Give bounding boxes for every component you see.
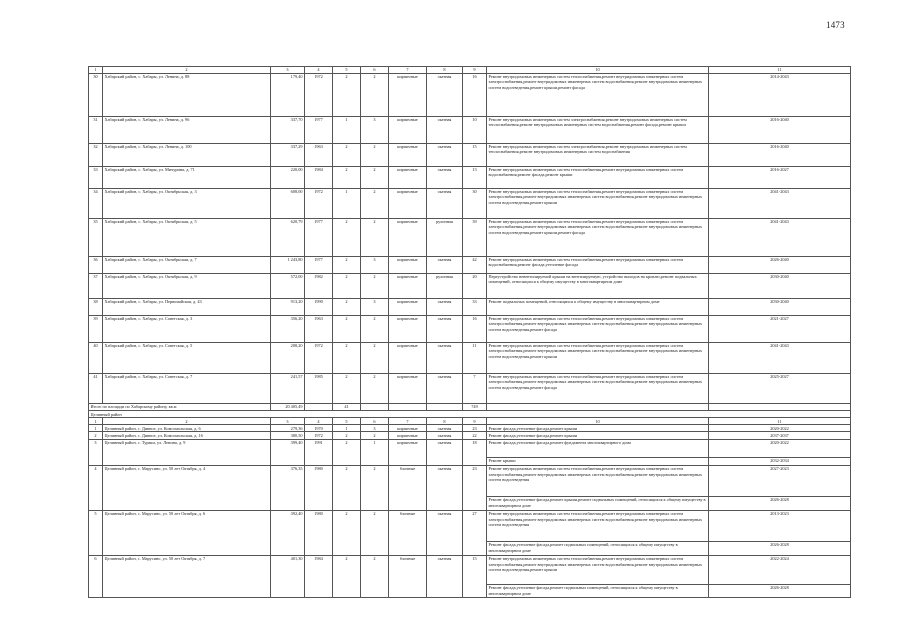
table-row: [89, 73, 851, 116]
address-cell: Хабарский район, с. Хабары, ул. Октябрьская, д. 9: [103, 273, 271, 298]
works-cell: Ремонт внутридомовых инженерных систем теплоснабжения,ремонт внутридомовых инженерных систем электроснабжения,ремонт внутридомовых инженерных систем водоснабжения,ремонт внутридомовых инженерных систем водоотведения,ремонт крыши: [487, 555, 709, 584]
period-cell: 2037-2037: [709, 432, 851, 439]
works-cell: Ремонт внутридомовых инженерных систем теплоснабжения,ремонт внутридомовых инженерных систем электроснабжения,ремонт внутридомовых инженерных систем водоснабжения,ремонт внутридомовых инженерных систем водоотведения,ремонт крыши: [487, 342, 709, 373]
column-number: 6: [361, 67, 389, 74]
walls-cell: кирпичные: [389, 143, 427, 166]
table-row: [89, 432, 851, 439]
walls-cell: кирпичные: [389, 298, 427, 315]
column-number: 9: [463, 418, 487, 425]
area-cell: 241,57: [271, 373, 305, 403]
area-cell: 392,40: [271, 510, 305, 555]
empty-cell: [389, 403, 427, 410]
period-cell: 2030-2040: [709, 298, 851, 315]
period-cell: 2027-2023: [709, 465, 851, 496]
walls-cell: кирпичные: [389, 218, 427, 256]
column-number: 11: [709, 418, 851, 425]
total-row: [89, 403, 851, 410]
entrances-cell: 3: [361, 298, 389, 315]
roof-cell: скатная: [427, 188, 463, 218]
roof-cell: скатная: [427, 116, 463, 143]
floors-cell: 2: [333, 256, 361, 273]
area-cell: 376,35: [271, 465, 305, 510]
roof-cell: скатная: [427, 432, 463, 439]
year-cell: 1982: [305, 273, 333, 298]
row-number: 31: [89, 116, 103, 143]
column-number: 3: [271, 418, 305, 425]
walls-cell: кирпичные: [389, 373, 427, 403]
entrances-cell: 2: [361, 166, 389, 188]
period-cell: 2041-2043: [709, 188, 851, 218]
period-cell: 2016-2040: [709, 143, 851, 166]
area-cell: 279,36: [271, 424, 305, 431]
walls-cell: кирпичные: [389, 273, 427, 298]
residents-cell: 20: [463, 273, 487, 298]
floors-cell: 1: [333, 116, 361, 143]
roof-cell: скатная: [427, 555, 463, 597]
row-number: 40: [89, 342, 103, 373]
table-row: [89, 465, 851, 496]
roof-cell: скатная: [427, 143, 463, 166]
year-cell: 1991: [305, 439, 333, 465]
empty-cell: [305, 403, 333, 410]
year-cell: 1963: [305, 143, 333, 166]
table-row: [89, 555, 851, 584]
works-cell: Ремонт фасада,утепление фасада,ремонт крыши,ремонт подвальных помещений, относящихся к общему имуществу в многоквартирном доме: [487, 496, 709, 510]
entrances-cell: 2: [361, 73, 389, 116]
walls-cell: кирпичные: [389, 424, 427, 431]
roof-cell: рулонная: [427, 273, 463, 298]
table-row: [89, 116, 851, 143]
residents-cell: 15: [463, 555, 487, 597]
area-cell: 380,50: [271, 432, 305, 439]
roof-cell: скатная: [427, 465, 463, 510]
roof-cell: скатная: [427, 298, 463, 315]
address-cell: Хабарский район, с. Хабары, ул. Ленина, д. 100: [103, 143, 271, 166]
walls-cell: кирпичные: [389, 342, 427, 373]
entrances-cell: 3: [361, 116, 389, 143]
year-cell: 1985: [305, 373, 333, 403]
address-cell: Целинный район, с. Тураки, ул. Ленина, д. 9: [103, 439, 271, 465]
works-cell: Ремонт фасада,утепление фасада,ремонт фундамента многоквартирного дома: [487, 439, 709, 457]
residents-cell: 7: [463, 373, 487, 403]
floors-cell: 2: [333, 439, 361, 465]
table-row: [89, 298, 851, 315]
column-number: 7: [389, 418, 427, 425]
column-number: 8: [427, 418, 463, 425]
column-number: 11: [709, 67, 851, 74]
table-row: [89, 166, 851, 188]
residents-cell: 22: [463, 432, 487, 439]
residents-cell: 30: [463, 188, 487, 218]
period-cell: 2026-2040: [709, 256, 851, 273]
area-cell: 620,79: [271, 218, 305, 256]
column-number: 9: [463, 67, 487, 74]
row-number: 38: [89, 298, 103, 315]
residents-cell: 13: [463, 166, 487, 188]
region-title: Целинный район: [89, 410, 851, 417]
works-cell: Ремонт фасада,утепление фасада,ремонт крыши: [487, 424, 709, 431]
area-cell: 1 243,80: [271, 256, 305, 273]
address-cell: Хабарский район, с. Хабары, ул. Советская, д. 3: [103, 315, 271, 342]
residents-cell: 27: [463, 510, 487, 555]
area-cell: 208,20: [271, 342, 305, 373]
column-number: 4: [305, 67, 333, 74]
row-number: 37: [89, 273, 103, 298]
entrances-cell: 2: [361, 465, 389, 510]
period-cell: 2026-2028: [709, 584, 851, 597]
area-cell: 401,30: [271, 555, 305, 597]
column-number-row: [89, 418, 851, 425]
year-cell: 1980: [305, 465, 333, 510]
region-title-row: [89, 410, 851, 417]
residents-cell: 18: [463, 439, 487, 465]
walls-cell: блочные: [389, 465, 427, 510]
table-row: [89, 315, 851, 342]
total-area: 20 405,49: [271, 403, 305, 410]
table-row: [89, 143, 851, 166]
floors-cell: 2: [333, 298, 361, 315]
year-cell: 1977: [305, 218, 333, 256]
address-cell: Хабарский район, с. Хабары, ул. Советская, д. 7: [103, 373, 271, 403]
roof-cell: скатная: [427, 342, 463, 373]
address-cell: Целинный район, с. Марусино, ул. 50 лет Октября, д. 7: [103, 555, 271, 597]
entrances-cell: 2: [361, 218, 389, 256]
year-cell: 1984: [305, 555, 333, 597]
address-cell: Целинный район, с. Марусино, ул. 50 лет Октября, д. 6: [103, 510, 271, 555]
floors-cell: 2: [333, 218, 361, 256]
table-row: [89, 510, 851, 541]
floors-cell: 2: [333, 432, 361, 439]
roof-cell: скатная: [427, 424, 463, 431]
period-cell: 2041-2043: [709, 218, 851, 256]
residents-cell: 16: [463, 73, 487, 116]
walls-cell: кирпичные: [389, 256, 427, 273]
walls-cell: блочные: [389, 555, 427, 597]
table-row: [89, 373, 851, 403]
column-number: 2: [103, 67, 271, 74]
works-cell: Ремонт внутридомовых инженерных систем теплоснабжения,ремонт внутридомовых инженерных систем водоснабжения,ремонт фасада,ремонт крыши: [487, 166, 709, 188]
period-cell: 2016-2040: [709, 116, 851, 143]
works-cell: Ремонт внутридомовых инженерных систем теплоснабжения,ремонт внутридомовых инженерных систем электроснабжения,ремонт внутридомовых инженерных систем водоснабжения,ремонт внутридомовых инженерных систем водоотведения,ремонт крыши,ремонт фасада: [487, 73, 709, 116]
column-number: 4: [305, 418, 333, 425]
year-cell: 1972: [305, 73, 333, 116]
period-cell: 2032-2034: [709, 457, 851, 465]
empty-cell: [487, 403, 709, 410]
entrances-cell: 2: [361, 373, 389, 403]
address-cell: Хабарский район, с. Хабары, ул. Советская, д. 5: [103, 342, 271, 373]
year-cell: 1980: [305, 510, 333, 555]
row-number: 35: [89, 218, 103, 256]
row-number: 39: [89, 315, 103, 342]
total-floors: 41: [333, 403, 361, 410]
walls-cell: кирпичные: [389, 315, 427, 342]
column-number-row: [89, 67, 851, 74]
area-cell: 399,40: [271, 439, 305, 465]
entrances-cell: 2: [361, 510, 389, 555]
year-cell: 1972: [305, 342, 333, 373]
area-cell: 572,00: [271, 273, 305, 298]
period-cell: 2026-2028: [709, 541, 851, 555]
column-number: 10: [487, 418, 709, 425]
table-row: [89, 273, 851, 298]
walls-cell: кирпичные: [389, 166, 427, 188]
roof-cell: скатная: [427, 373, 463, 403]
period-cell: 2013-2023: [709, 510, 851, 541]
residents-cell: 16: [463, 315, 487, 342]
floors-cell: 2: [333, 373, 361, 403]
address-cell: Целинный район, с. Дивное, ул. Комсомольская, д. 6: [103, 424, 271, 431]
address-cell: Целинный район, с. Марусино, ул. 50 лет Октября, д. 4: [103, 465, 271, 510]
floors-cell: 2: [333, 166, 361, 188]
column-number: 1: [89, 418, 103, 425]
entrances-cell: 2: [361, 143, 389, 166]
floors-cell: 2: [333, 273, 361, 298]
walls-cell: кирпичные: [389, 116, 427, 143]
year-cell: 1990: [305, 298, 333, 315]
column-number: 6: [361, 418, 389, 425]
roof-cell: скатная: [427, 166, 463, 188]
floors-cell: 1: [333, 424, 361, 431]
year-cell: 1977: [305, 116, 333, 143]
floors-cell: 2: [333, 73, 361, 116]
entrances-cell: 2: [361, 342, 389, 373]
empty-cell: [361, 403, 389, 410]
roof-cell: рулонная: [427, 218, 463, 256]
period-cell: 2022-2024: [709, 555, 851, 584]
entrances-cell: 2: [361, 273, 389, 298]
column-number: 5: [333, 418, 361, 425]
residents-cell: 11: [463, 342, 487, 373]
floors-cell: 2: [333, 510, 361, 555]
works-cell: Ремонт внутридомовых инженерных систем теплоснабжения,ремонт внутридомовых инженерных систем электроснабжения,ремонт внутридомовых инженерных систем водоснабжения,ремонт внутридомовых инженерных систем водоотведения: [487, 510, 709, 541]
residents-cell: 23: [463, 465, 487, 510]
table-body: [89, 67, 851, 598]
walls-cell: кирпичные: [389, 73, 427, 116]
works-cell: Переустройство невентилируемой крыши на вентилируемую, устройство выходов на кровлю,ремонт подвальных помещений, относящихся к общему имуществу в многоквартирном доме: [487, 273, 709, 298]
period-cell: 2021-2027: [709, 315, 851, 342]
row-number: 1: [89, 424, 103, 431]
area-cell: 608,00: [271, 188, 305, 218]
period-cell: 2025-2027: [709, 373, 851, 403]
register-table: [88, 66, 851, 598]
roof-cell: скатная: [427, 439, 463, 465]
period-cell: 2020-2022: [709, 424, 851, 431]
row-number: 32: [89, 143, 103, 166]
table-row: [89, 342, 851, 373]
area-cell: 220,00: [271, 166, 305, 188]
row-number: 41: [89, 373, 103, 403]
works-cell: Ремонт крыши: [487, 457, 709, 465]
residents-cell: 39: [463, 218, 487, 256]
residents-cell: 23: [463, 424, 487, 431]
walls-cell: кирпичные: [389, 432, 427, 439]
works-cell: Ремонт внутридомовых инженерных систем теплоснабжения,ремонт внутридомовых инженерных систем электроснабжения,ремонт внутридомовых инженерных систем водоснабжения,ремонт внутридомовых инженерных систем водоотведения,ремонт фасада: [487, 373, 709, 403]
floors-cell: 2: [333, 465, 361, 510]
table-row: [89, 439, 851, 457]
year-cell: 1970: [305, 424, 333, 431]
row-number: 36: [89, 256, 103, 273]
address-cell: Хабарский район, с. Хабары, ул. Октябрьская, д. 5: [103, 218, 271, 256]
area-cell: 913,20: [271, 298, 305, 315]
row-number: 33: [89, 166, 103, 188]
column-number: 8: [427, 67, 463, 74]
table-row: [89, 188, 851, 218]
column-number: 5: [333, 67, 361, 74]
floors-cell: 2: [333, 315, 361, 342]
column-number: 2: [103, 418, 271, 425]
works-cell: Ремонт внутридомовых инженерных систем теплоснабжения,ремонт внутридомовых инженерных систем водоснабжения,ремонт фасада,утепление фасада: [487, 256, 709, 273]
entrances-cell: 2: [361, 315, 389, 342]
row-number: 4: [89, 465, 103, 510]
period-cell: 2020-2022: [709, 439, 851, 457]
works-cell: Ремонт внутридомовых инженерных систем теплоснабжения,ремонт внутридомовых инженерных систем электроснабжения,ремонт внутридомовых инженерных систем водоснабжения,ремонт внутридомовых инженерных систем водоотведения,ремонт фасада: [487, 315, 709, 342]
row-number: 2: [89, 432, 103, 439]
total-label: Итого по площади по Хабарскому району, кв.м: [89, 403, 271, 410]
floors-cell: 1: [333, 188, 361, 218]
year-cell: 1984: [305, 166, 333, 188]
column-number: 10: [487, 67, 709, 74]
walls-cell: кирпичные: [389, 439, 427, 465]
roof-cell: скатная: [427, 510, 463, 555]
floors-cell: 2: [333, 342, 361, 373]
entrances-cell: 3: [361, 424, 389, 431]
row-number: 5: [89, 510, 103, 555]
entrances-cell: 1: [361, 439, 389, 465]
address-cell: Хабарский район, с. Хабары, ул. Октябрьская, д. 7: [103, 256, 271, 273]
table-row: [89, 256, 851, 273]
floors-cell: 2: [333, 143, 361, 166]
works-cell: Ремонт фасада,утепление фасада,ремонт подвальных помещений, относящихся к общему имуществу в многоквартирном доме: [487, 541, 709, 555]
residents-cell: 42: [463, 256, 487, 273]
roof-cell: скатная: [427, 73, 463, 116]
year-cell: 1977: [305, 256, 333, 273]
roof-cell: скатная: [427, 315, 463, 342]
residents-cell: 33: [463, 298, 487, 315]
address-cell: Хабарский район, с. Хабары, ул. Ленина, д. 88: [103, 73, 271, 116]
empty-cell: [427, 403, 463, 410]
period-cell: 2014-2043: [709, 73, 851, 116]
row-number: 6: [89, 555, 103, 597]
period-cell: 2041-2043: [709, 342, 851, 373]
works-cell: Ремонт внутридомовых инженерных систем теплоснабжения,ремонт внутридомовых инженерных систем электроснабжения,ремонт внутридомовых инженерных систем водоснабжения,ремонт внутридомовых инженерных систем водоотведения,ремонт крыши,ремонт фасада: [487, 218, 709, 256]
register-sheet: [88, 66, 850, 598]
column-number: 3: [271, 67, 305, 74]
address-cell: Хабарский район, с. Хабары, ул. Первомайская, д. 43: [103, 298, 271, 315]
table-row: [89, 218, 851, 256]
area-cell: 337,70: [271, 116, 305, 143]
row-number: 30: [89, 73, 103, 116]
works-cell: Ремонт внутридомовых инженерных систем теплоснабжения,ремонт внутридомовых инженерных систем электроснабжения,ремонт внутридомовых инженерных систем водоснабжения,ремонт внутридомовых инженерных систем водоотведения: [487, 465, 709, 496]
address-cell: Хабарский район, с. Хабары, ул. Мичурина, д. 71: [103, 166, 271, 188]
walls-cell: блочные: [389, 510, 427, 555]
row-number: 3: [89, 439, 103, 465]
address-cell: Целинный район, с. Дивное, ул. Комсомольская, д. 16: [103, 432, 271, 439]
period-cell: 2030-2040: [709, 273, 851, 298]
row-number: 34: [89, 188, 103, 218]
area-cell: 179,40: [271, 73, 305, 116]
year-cell: 1972: [305, 432, 333, 439]
roof-cell: скатная: [427, 256, 463, 273]
area-cell: 337,29: [271, 143, 305, 166]
residents-cell: 10: [463, 116, 487, 143]
works-cell: Ремонт внутридомовых инженерных систем теплоснабжения,ремонт внутридомовых инженерных систем электроснабжения,ремонт внутридомовых инженерных систем водоснабжения,ремонт внутридомовых инженерных систем водоотведения,ремонт крыши: [487, 188, 709, 218]
works-cell: Ремонт внутридомовых инженерных систем электроснабжения,ремонт внутридомовых инженерных систем теплоснабжения,ремонт внутридомовых инженерных систем водоснабжения: [487, 143, 709, 166]
entrances-cell: 2: [361, 188, 389, 218]
entrances-cell: 2: [361, 432, 389, 439]
total-residents: 749: [463, 403, 487, 410]
year-cell: 1963: [305, 315, 333, 342]
empty-cell: [709, 403, 851, 410]
area-cell: 356,20: [271, 315, 305, 342]
address-cell: Хабарский район, с. Хабары, ул. Ленина, д. 96: [103, 116, 271, 143]
residents-cell: 15: [463, 143, 487, 166]
column-number: 1: [89, 67, 103, 74]
year-cell: 1972: [305, 188, 333, 218]
address-cell: Хабарский район, с. Хабары, ул. Октябрьская, д. 3: [103, 188, 271, 218]
table-row: [89, 424, 851, 431]
works-cell: Ремонт подвальных помещений, относящихся к общему имуществу в многоквартирном доме: [487, 298, 709, 315]
works-cell: Ремонт фасада,утепление фасада,ремонт подвальных помещений, относящихся к общему имуществу в многоквартирном доме: [487, 584, 709, 597]
works-cell: Ремонт фасада,утепление фасада,ремонт крыши: [487, 432, 709, 439]
walls-cell: кирпичные: [389, 188, 427, 218]
entrances-cell: 2: [361, 555, 389, 597]
floors-cell: 2: [333, 555, 361, 597]
works-cell: Ремонт внутридомовых инженерных систем электроснабжения,ремонт внутридомовых инженерных систем теплоснабжения,ремонт внутридомовых инженерных систем водоснабжения,ремонт фасада,ремонт крыши: [487, 116, 709, 143]
column-number: 7: [389, 67, 427, 74]
period-cell: 2026-2028: [709, 496, 851, 510]
page-number: 1473: [826, 20, 845, 30]
period-cell: 2016-2027: [709, 166, 851, 188]
entrances-cell: 3: [361, 256, 389, 273]
